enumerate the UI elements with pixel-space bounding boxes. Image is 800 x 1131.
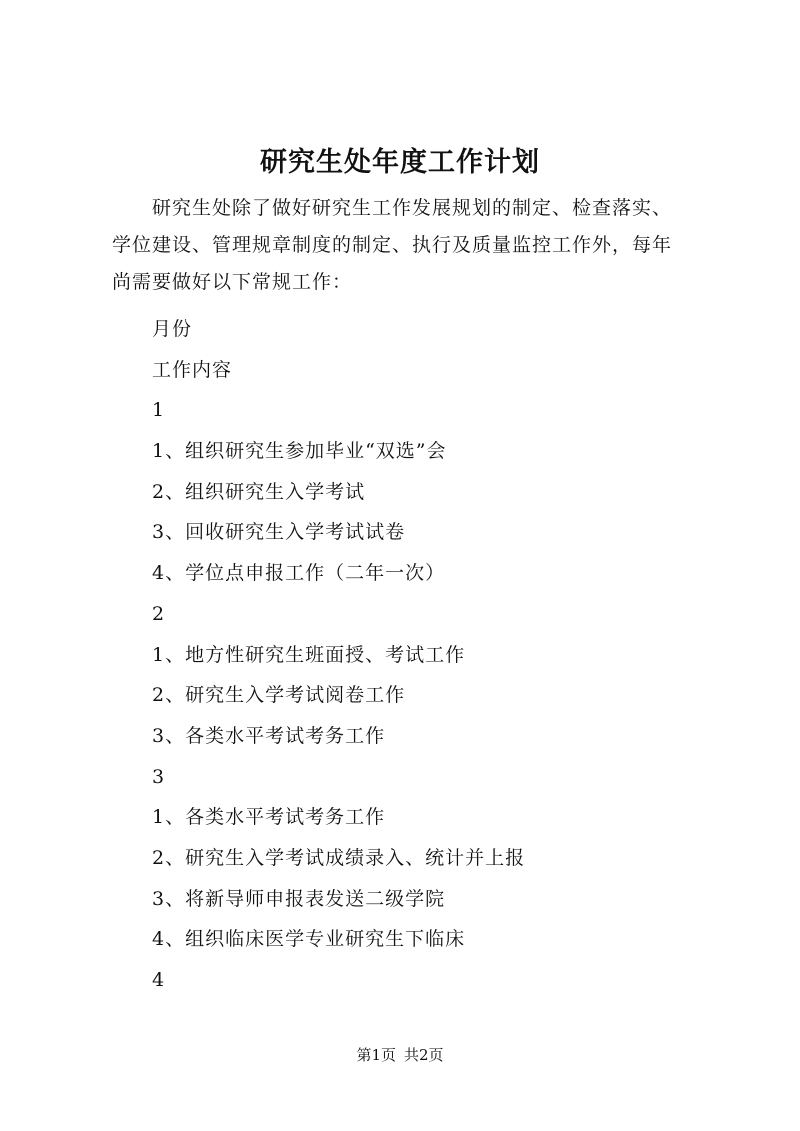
list-item: 1: [152, 399, 166, 422]
list-item: 3、各类水平考试考务工作: [152, 724, 386, 747]
list-item: 1、各类水平考试考务工作: [152, 806, 386, 829]
list-item: 4、组织临床医学专业研究生下临床: [152, 928, 466, 951]
plan-list: [152, 309, 712, 1001]
list-item: 2、组织研究生入学考试: [152, 480, 366, 503]
list-item: 1、组织研究生参加毕业“双选”会: [152, 440, 447, 463]
list-item: 2: [152, 602, 166, 625]
list-item: 2、研究生入学考试阅卷工作: [152, 684, 406, 707]
list-item: 3、回收研究生入学考试试卷: [152, 521, 406, 544]
list-item: 4、学位点申报工作（二年一次）: [152, 562, 446, 585]
list-item: 4: [152, 969, 166, 991]
list-item: 3: [152, 765, 166, 788]
intro-paragraph: [112, 190, 712, 301]
intro-line: 研究生处除了做好研究生工作发展规划的制定、检查落实、: [152, 197, 673, 219]
intro-line: 学位建设、管理规章制度的制定、执行及质量监控工作外，每年: [112, 234, 673, 256]
page-number: 第1页: [356, 1046, 396, 1064]
list-item: 月份: [152, 318, 193, 340]
list-item: 3、将新导师申报表发送二级学院: [152, 887, 446, 910]
list-item: 工作内容: [152, 358, 233, 381]
intro-line: 尚需要做好以下常规工作：: [112, 271, 353, 293]
page-footer: [0, 1044, 800, 1065]
document-title: 研究生处年度工作计划: [260, 147, 540, 178]
list-item: 2、研究生入学考试成绩录入、统计并上报: [152, 846, 526, 869]
list-item: 1、地方性研究生班面授、考试工作: [152, 643, 466, 666]
total-pages: 共2页: [404, 1046, 444, 1064]
